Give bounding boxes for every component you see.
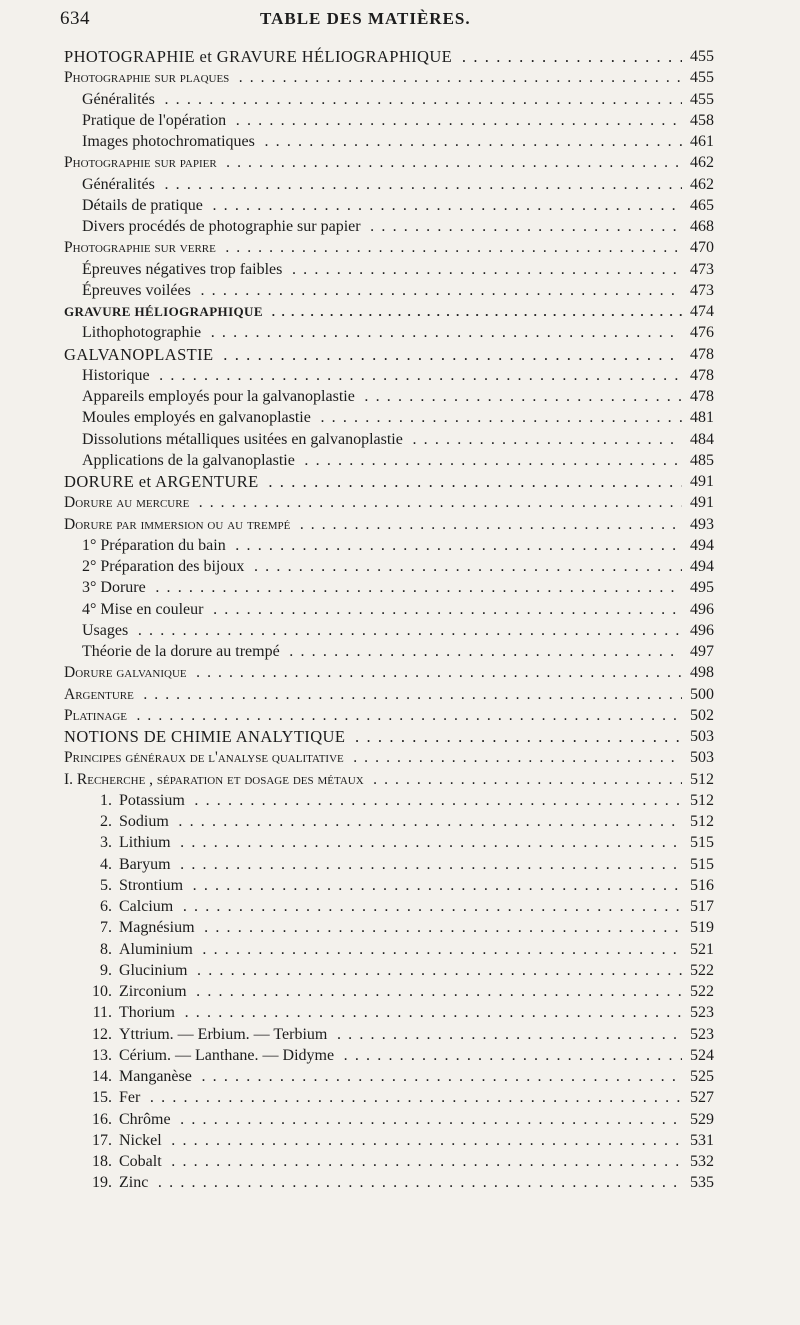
toc-entry-label bbox=[84, 1045, 682, 1066]
toc-entry bbox=[0, 280, 800, 301]
toc-entry-title: Lithium bbox=[119, 834, 171, 852]
toc-entry-number: 3. bbox=[100, 834, 112, 852]
toc-entry-number: 15. bbox=[92, 1089, 112, 1107]
toc-entry bbox=[0, 1002, 800, 1023]
toc-entry-title: Zirconium bbox=[119, 983, 187, 1000]
toc-entry-title: PHOTOGRAPHIE et GRAVURE HÉLIOGRAPHIQUE bbox=[64, 47, 453, 66]
toc-entry-label bbox=[64, 344, 682, 365]
toc-entry-label bbox=[82, 280, 682, 301]
toc-entry bbox=[0, 641, 800, 662]
toc-entry bbox=[0, 1109, 800, 1130]
toc-entry-label bbox=[82, 535, 682, 556]
toc-entry-title: Thorium bbox=[119, 1004, 175, 1022]
toc-entry-page: 532 bbox=[690, 1153, 714, 1170]
toc-entry-page: 515 bbox=[690, 855, 714, 873]
toc-entry bbox=[0, 854, 800, 875]
toc-entry-title: 1° Préparation du bain bbox=[82, 536, 226, 554]
toc-entry-page: 525 bbox=[690, 1068, 714, 1085]
toc-entry-page: 473 bbox=[690, 281, 714, 299]
toc-entry-title: Glucinium bbox=[119, 961, 188, 979]
toc-entry-title: GRAVURE HÉLIOGRAPHIQUE bbox=[64, 304, 263, 319]
toc-entry bbox=[0, 386, 800, 407]
toc-entry-page: 516 bbox=[690, 876, 714, 894]
toc-entry-label bbox=[64, 769, 682, 790]
toc-entry-title: 4° Mise en couleur bbox=[82, 600, 204, 618]
toc-entry bbox=[0, 89, 800, 110]
toc-entry bbox=[0, 769, 800, 790]
toc-entry bbox=[0, 237, 800, 258]
toc-entry-number: 9. bbox=[100, 961, 112, 979]
toc-entry bbox=[0, 1024, 800, 1045]
toc-entry-label bbox=[82, 110, 682, 131]
toc-entry-page: 521 bbox=[690, 940, 714, 958]
toc-entry bbox=[0, 407, 800, 428]
toc-entry bbox=[0, 152, 800, 173]
toc-entry-title: Cérium. — Lanthane. — Didyme bbox=[119, 1046, 335, 1064]
toc-entry-title: NOTIONS DE CHIMIE ANALYTIQUE bbox=[64, 727, 346, 746]
toc-entry-label bbox=[84, 854, 682, 875]
toc-entry-page: 497 bbox=[690, 643, 714, 660]
toc-entry-title: Pratique de l'opération bbox=[82, 111, 227, 129]
toc-entry bbox=[0, 577, 800, 598]
toc-entry bbox=[0, 747, 800, 768]
toc-entry bbox=[0, 471, 800, 492]
toc-entry-title: Aluminium bbox=[119, 940, 193, 958]
toc-entry-title: Cobalt bbox=[119, 1153, 162, 1170]
toc-entry bbox=[0, 535, 800, 556]
toc-entry-title: Dissolutions métalliques usitées en galvanoplastie bbox=[82, 430, 403, 448]
toc-entry-page: 468 bbox=[690, 218, 714, 235]
toc-entry-label bbox=[84, 832, 682, 853]
toc-entry-number: 4. bbox=[100, 855, 112, 873]
toc-entry-page: 527 bbox=[690, 1089, 714, 1107]
toc-entry-label bbox=[82, 641, 682, 662]
toc-entry-title: Chrôme bbox=[119, 1110, 171, 1128]
toc-entry-label bbox=[82, 89, 682, 110]
toc-entry bbox=[0, 1045, 800, 1066]
toc-entry bbox=[0, 811, 800, 832]
toc-entry-title: Divers procédés de photographie sur papier bbox=[82, 218, 361, 235]
toc-entry-title: Strontium bbox=[119, 876, 184, 894]
toc-entry-page: 481 bbox=[690, 409, 714, 427]
toc-entry-title: Images photochromatiques bbox=[82, 133, 255, 150]
toc-entry-label bbox=[64, 471, 682, 492]
toc-entry bbox=[0, 960, 800, 981]
toc-entry-title: Fer bbox=[119, 1089, 141, 1107]
toc-entry bbox=[0, 322, 800, 343]
toc-entry bbox=[0, 514, 800, 535]
toc-entry-page: 462 bbox=[690, 175, 714, 193]
toc-entry bbox=[0, 662, 800, 683]
toc-entry-title: GALVANOPLASTIE bbox=[64, 344, 214, 364]
toc-entry-title: Moules employés en galvanoplastie bbox=[82, 409, 311, 427]
toc-entry bbox=[0, 790, 800, 811]
toc-entry-label bbox=[82, 429, 682, 450]
toc-entry-page: 458 bbox=[690, 111, 714, 129]
toc-entry-label bbox=[84, 896, 682, 917]
toc-entry-title: Théorie de la dorure au trempé bbox=[82, 643, 280, 660]
toc-entry-number: 17. bbox=[92, 1131, 112, 1149]
toc-entry-page: 476 bbox=[690, 324, 714, 342]
toc-entry-page: 462 bbox=[690, 154, 714, 172]
toc-entry-page: 517 bbox=[690, 898, 714, 915]
toc-entry-label bbox=[84, 1087, 682, 1108]
toc-entry-label bbox=[64, 514, 682, 535]
toc-entry-label bbox=[64, 67, 682, 88]
toc-entry-label bbox=[82, 195, 682, 216]
toc-entry-title: Historique bbox=[82, 366, 150, 384]
toc-entry bbox=[0, 46, 800, 67]
toc-entry-label bbox=[84, 960, 682, 981]
toc-entry-page: 496 bbox=[690, 621, 714, 639]
toc-entry-page: 529 bbox=[690, 1110, 714, 1128]
toc-entry-title: Manganèse bbox=[119, 1068, 192, 1085]
toc-entry-page: 531 bbox=[690, 1131, 714, 1149]
toc-entry bbox=[0, 1172, 800, 1193]
toc-entry-label bbox=[82, 322, 682, 343]
toc-entry-number: 10. bbox=[92, 983, 112, 1000]
toc-entry-title: Usages bbox=[82, 621, 129, 639]
toc-entry-label bbox=[82, 556, 682, 577]
toc-entry-number: 12. bbox=[92, 1025, 112, 1043]
toc-entry bbox=[0, 599, 800, 620]
toc-entry bbox=[0, 110, 800, 131]
toc-entry-title: Dorure au mercure bbox=[64, 494, 190, 512]
toc-entry-title: Potassium bbox=[119, 791, 185, 809]
toc-entry-title: 2° Préparation des bijoux bbox=[82, 558, 245, 575]
toc-entry-page: 455 bbox=[690, 90, 714, 108]
toc-entry bbox=[0, 492, 800, 513]
toc-entry-label bbox=[64, 747, 682, 768]
toc-entry-page: 491 bbox=[690, 494, 714, 512]
toc-entry-page: 500 bbox=[690, 685, 714, 703]
toc-entry-label bbox=[84, 981, 682, 1002]
toc-entry-label bbox=[64, 492, 682, 513]
toc-entry-label bbox=[82, 450, 682, 471]
toc-entry-title: Photographie sur plaques bbox=[64, 69, 230, 87]
toc-entry-title: Dorure galvanique bbox=[64, 664, 187, 682]
toc-entry-number: 7. bbox=[100, 919, 112, 937]
toc-entry bbox=[0, 67, 800, 88]
toc-entry-title: Détails de pratique bbox=[82, 196, 203, 214]
toc-entry-number: 1. bbox=[100, 791, 112, 809]
toc-entry-page: 512 bbox=[690, 791, 714, 809]
toc-entry-number: 6. bbox=[100, 898, 112, 915]
toc-entry-title: Généralités bbox=[82, 90, 155, 108]
toc-entry bbox=[0, 1130, 800, 1151]
toc-entry bbox=[0, 344, 800, 365]
toc-entry-title: Sodium bbox=[119, 813, 169, 830]
toc-entry-title: Yttrium. — Erbium. — Terbium bbox=[119, 1025, 328, 1043]
toc-entry bbox=[0, 939, 800, 960]
toc-entry bbox=[0, 195, 800, 216]
toc-entry-label bbox=[64, 684, 682, 705]
toc-entry bbox=[0, 365, 800, 386]
toc-entry bbox=[0, 981, 800, 1002]
toc-entry-label bbox=[64, 726, 682, 747]
toc-entry bbox=[0, 684, 800, 705]
toc-entry-label bbox=[84, 917, 682, 938]
toc-entry-label bbox=[82, 577, 682, 598]
toc-entry bbox=[0, 216, 800, 237]
toc-entry-title: 3° Dorure bbox=[82, 579, 146, 597]
toc-entry-page: 498 bbox=[690, 664, 714, 682]
toc-entry-page: 496 bbox=[690, 600, 714, 618]
toc-entry-label bbox=[82, 174, 682, 195]
page-header bbox=[60, 8, 710, 44]
toc-entry-page: 478 bbox=[690, 345, 714, 363]
toc-entry-number: 14. bbox=[92, 1068, 112, 1085]
toc-entry-label bbox=[64, 46, 682, 67]
toc-entry bbox=[0, 1151, 800, 1172]
toc-entry-label bbox=[82, 216, 682, 237]
toc-entry-page: 495 bbox=[690, 579, 714, 597]
toc-entry-page: 485 bbox=[690, 451, 714, 469]
toc-entry-page: 524 bbox=[690, 1046, 714, 1064]
toc-entry-number: 11. bbox=[92, 1004, 112, 1022]
toc-entry-page: 494 bbox=[690, 536, 714, 554]
toc-entry bbox=[0, 131, 800, 152]
toc-entry-page: 503 bbox=[690, 728, 714, 745]
toc-entry-label bbox=[84, 939, 682, 960]
toc-entry-page: 523 bbox=[690, 1025, 714, 1043]
toc-entry-page: 455 bbox=[690, 48, 714, 65]
toc-entry-page: 522 bbox=[690, 983, 714, 1000]
toc-entry-title: I. Recherche , séparation et dosage des métaux bbox=[64, 770, 364, 788]
toc-entry-title: Magnésium bbox=[119, 919, 195, 937]
toc-entry bbox=[0, 259, 800, 280]
toc-entry-page: 455 bbox=[690, 69, 714, 87]
toc-entry bbox=[0, 917, 800, 938]
toc-entry-page: 484 bbox=[690, 430, 714, 448]
toc-entry-title: Zinc bbox=[119, 1174, 149, 1192]
toc-entry-title: Lithophotographie bbox=[82, 324, 202, 342]
toc-entry bbox=[0, 1066, 800, 1087]
toc-entry-page: 478 bbox=[690, 388, 714, 405]
toc-entry-page: 465 bbox=[690, 196, 714, 214]
toc-entry-page: 512 bbox=[690, 770, 714, 788]
toc-entry-title: Nickel bbox=[119, 1131, 162, 1149]
toc-entry-number: 18. bbox=[92, 1153, 112, 1170]
toc-entry bbox=[0, 875, 800, 896]
toc-entry bbox=[0, 450, 800, 471]
toc-entry bbox=[0, 620, 800, 641]
toc-entry-label bbox=[64, 301, 682, 322]
toc-entry-label bbox=[64, 237, 682, 258]
toc-entry-page: 512 bbox=[690, 813, 714, 830]
toc-entry-page: 473 bbox=[690, 260, 714, 278]
toc-entry-label bbox=[84, 1066, 682, 1087]
toc-entry-page: 502 bbox=[690, 706, 714, 724]
toc-entry-title: DORURE et ARGENTURE bbox=[64, 472, 259, 491]
toc-entry-label bbox=[64, 705, 682, 726]
toc-entry bbox=[0, 896, 800, 917]
toc-entry-label bbox=[82, 599, 682, 620]
page-number: 634 bbox=[60, 8, 90, 29]
toc-entry-title: Appareils employés pour la galvanoplastie bbox=[82, 388, 355, 405]
toc-entry-label bbox=[84, 1002, 682, 1023]
toc-entry-label bbox=[84, 1130, 682, 1151]
toc-entry-label bbox=[82, 620, 682, 641]
toc-entry-label bbox=[84, 790, 682, 811]
toc-entry-title: Photographie sur papier bbox=[64, 154, 217, 172]
toc-entry-label bbox=[82, 407, 682, 428]
toc-entry-title: Baryum bbox=[119, 855, 171, 873]
toc-entry-label bbox=[84, 811, 682, 832]
toc-entry-number: 13. bbox=[92, 1046, 112, 1064]
toc-entry-label bbox=[84, 875, 682, 896]
toc-entry-page: 491 bbox=[690, 473, 714, 490]
toc-entry-page: 470 bbox=[690, 239, 714, 257]
toc-entry-label bbox=[84, 1024, 682, 1045]
toc-entry-page: 474 bbox=[690, 303, 714, 320]
toc-entry-number: 2. bbox=[100, 813, 112, 830]
toc-entry-number: 16. bbox=[92, 1110, 112, 1128]
toc-entry-page: 478 bbox=[690, 366, 714, 384]
toc-entry-page: 494 bbox=[690, 558, 714, 575]
toc-entry-label bbox=[84, 1172, 682, 1193]
toc-entry-title: Principes généraux de l'analyse qualitative bbox=[64, 749, 344, 767]
toc-entry-label bbox=[64, 152, 682, 173]
toc-entry bbox=[0, 301, 800, 322]
toc-entry-number: 8. bbox=[100, 940, 112, 958]
toc-entry bbox=[0, 1087, 800, 1108]
toc-entry-page: 519 bbox=[690, 919, 714, 937]
toc-entry-title: Calcium bbox=[119, 898, 174, 915]
toc-entry-page: 523 bbox=[690, 1004, 714, 1022]
toc-entry bbox=[0, 174, 800, 195]
running-title: TABLE DES MATIÈRES. bbox=[260, 9, 471, 28]
toc-entry-title: Épreuves négatives trop faibles bbox=[82, 260, 283, 278]
toc-entry-number: 5. bbox=[100, 876, 112, 894]
toc-entry-page: 515 bbox=[690, 834, 714, 852]
toc-entry-page: 503 bbox=[690, 749, 714, 767]
toc-entry-label bbox=[82, 365, 682, 386]
toc-entry-label bbox=[84, 1109, 682, 1130]
toc-entry-label bbox=[82, 259, 682, 280]
toc-entry-title: Applications de la galvanoplastie bbox=[82, 451, 295, 469]
toc-entry bbox=[0, 705, 800, 726]
toc-entry-page: 522 bbox=[690, 961, 714, 979]
toc-entry-title: Argenture bbox=[64, 685, 134, 703]
toc-entry bbox=[0, 429, 800, 450]
toc-entry-label bbox=[64, 662, 682, 683]
toc-entry-title: Épreuves voilées bbox=[82, 281, 191, 299]
toc-entry-title: Généralités bbox=[82, 175, 155, 193]
toc-entry-title: Dorure par immersion ou au trempé bbox=[64, 515, 291, 533]
toc-entry-label bbox=[84, 1151, 682, 1172]
toc-entry bbox=[0, 556, 800, 577]
toc-entry-title: Platinage bbox=[64, 706, 127, 724]
toc-entry-page: 493 bbox=[690, 515, 714, 533]
toc-entry-label bbox=[82, 131, 682, 152]
toc-entry bbox=[0, 726, 800, 747]
toc-entry-title: Photographie sur verre bbox=[64, 239, 216, 257]
toc-entry-label bbox=[82, 386, 682, 407]
toc-entry-number: 19. bbox=[92, 1174, 112, 1192]
toc-entry bbox=[0, 832, 800, 853]
toc-entry-page: 535 bbox=[690, 1174, 714, 1192]
toc-entry-page: 461 bbox=[690, 133, 714, 150]
table-of-contents bbox=[0, 46, 800, 1194]
